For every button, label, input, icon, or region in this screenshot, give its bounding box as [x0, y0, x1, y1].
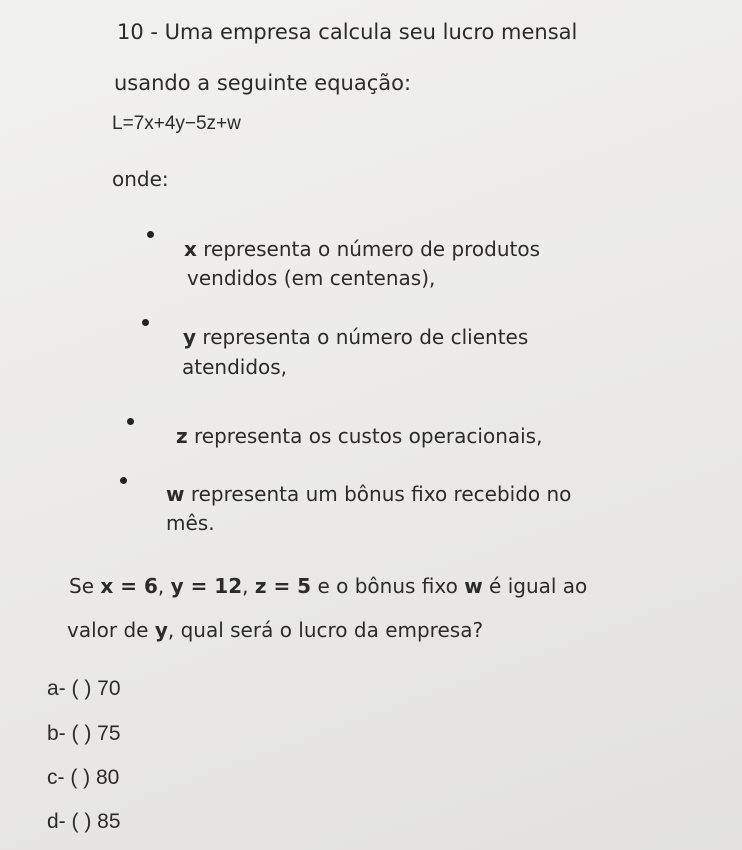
option-a[interactable]: a- ( ) 70 — [47, 677, 121, 700]
bullet-icon — [120, 477, 127, 484]
variable-y: y — [183, 325, 197, 349]
condition-text: e o bônus fixo — [311, 574, 465, 598]
value-x: x = 6 — [100, 574, 158, 598]
option-d[interactable]: d- ( ) 85 — [47, 810, 121, 833]
condition-text: Se — [69, 574, 101, 598]
item-line — [176, 424, 542, 448]
bullet-icon — [147, 231, 154, 238]
item-line — [183, 325, 528, 349]
item-text-cont: mês. — [166, 511, 215, 535]
condition-text: é igual ao — [482, 574, 588, 598]
option-b[interactable]: b- ( ) 75 — [47, 722, 121, 745]
item-text: representa o número de produtos — [196, 237, 541, 261]
question-line-2: usando a seguinte equação: — [114, 71, 412, 95]
condition-line-1 — [69, 574, 587, 598]
item-text: representa um bônus fixo recebido no — [184, 482, 572, 506]
comma: , — [157, 574, 171, 598]
item-text: representa o número de clientes — [196, 325, 529, 349]
onde-label: onde: — [112, 167, 169, 191]
variable-y-ref: y — [154, 618, 168, 642]
item-line — [184, 237, 540, 261]
condition-text: , qual será o lucro da empresa? — [167, 618, 484, 642]
condition-text: valor de — [67, 618, 155, 642]
item-line — [166, 482, 571, 506]
variable-w-ref: w — [464, 574, 483, 598]
variable-x: x — [184, 237, 197, 261]
condition-line-2 — [67, 618, 483, 642]
variable-z: z — [176, 424, 188, 448]
question-line-1: 10 - Uma empresa calcula seu lucro mensal — [117, 20, 578, 44]
item-text-cont: vendidos (em centenas), — [187, 266, 436, 290]
variable-w: w — [166, 482, 185, 506]
value-y: y = 12 — [170, 574, 243, 598]
item-text: representa os custos operacionais, — [187, 424, 543, 448]
value-z: z = 5 — [254, 574, 312, 598]
bullet-icon — [142, 319, 149, 326]
bullet-icon — [127, 418, 134, 425]
option-c[interactable]: c- ( ) 80 — [47, 766, 120, 789]
comma: , — [242, 574, 255, 598]
profit-equation: L=7x+4y−5z+w — [112, 113, 241, 134]
item-text-cont: atendidos, — [182, 355, 288, 379]
